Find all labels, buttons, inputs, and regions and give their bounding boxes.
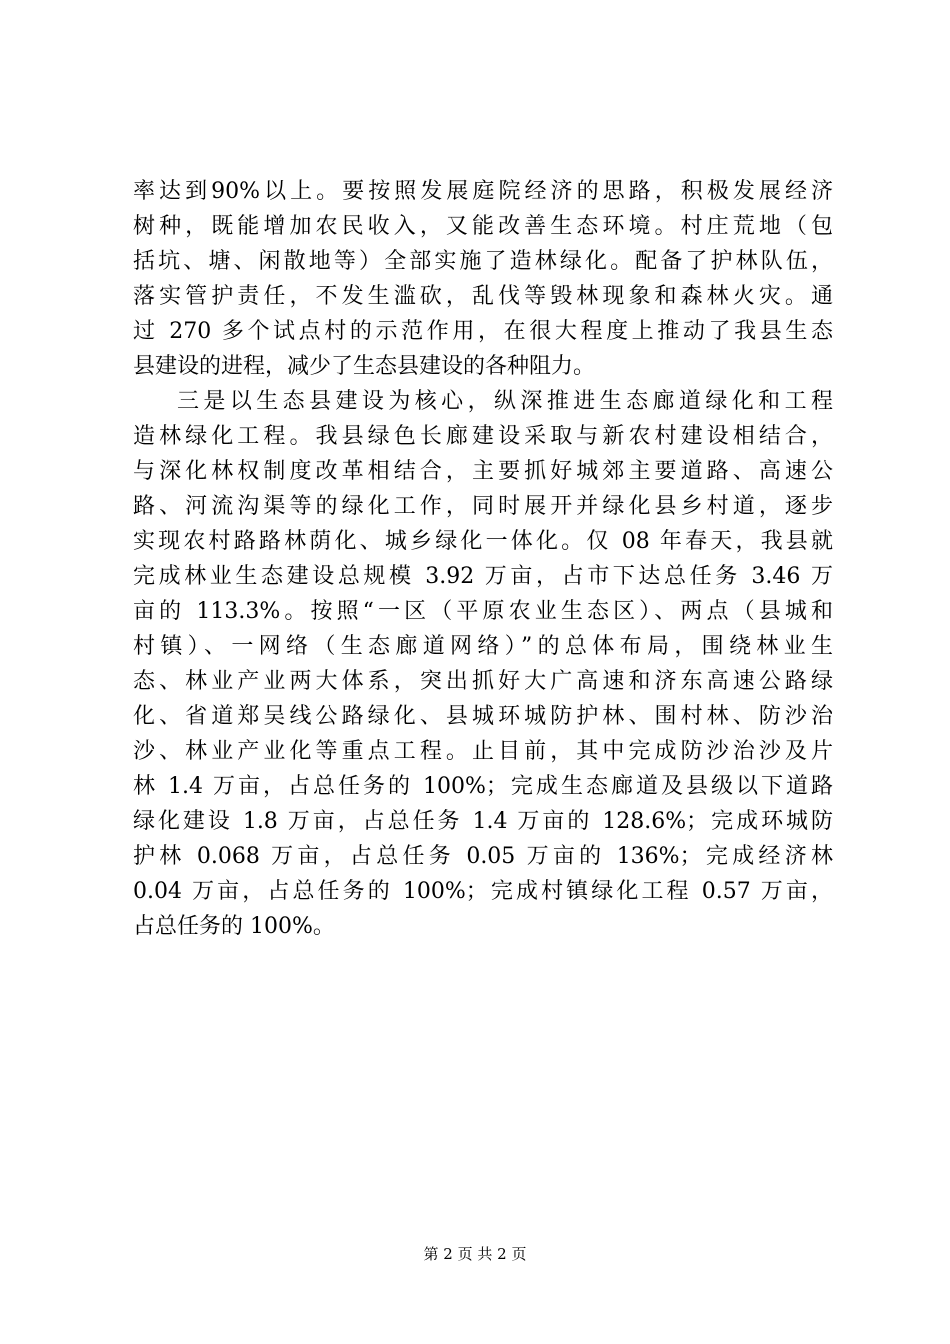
page-number-footer: 第 2 页 共 2 页 [423,1245,527,1263]
text-line: 护林 0.068 万亩，占总任务 0.05 万亩的 136%；完成经济林 [133,844,833,869]
text-line: 实现农村路路林荫化、城乡绿化一体化。仅 08 年春天，我县就 [133,529,833,554]
text-line: 率达到90%以上。要按照发展庭院经济的思路，积极发展经济 [133,179,833,204]
text-line: 完成林业生态建设总规模 3.92 万亩，占市下达总任务 3.46 万 [133,564,833,589]
text-line: 括坑、塘、闲散地等）全部实施了造林绿化。配备了护林队伍， [133,249,833,274]
text-line: 县建设的进程，减少了生态县建设的各种阻力。 [133,354,596,379]
text-line: 造林绿化工程。我县绿色长廊建设采取与新农村建设相结合， [133,424,833,449]
document-body [133,174,833,944]
text-line: 化、省道郑吴线公路绿化、县城环城防护林、围村林、防沙治 [133,704,833,729]
text-line: 绿化建设 1.8 万亩，占总任务 1.4 万亩的 128.6%；完成环城防 [133,809,833,834]
text-line: 落实管护责任，不发生滥砍，乱伐等毁林现象和森林火灾。通 [133,284,833,309]
text-line: 林 1.4 万亩，占总任务的 100%；完成生态廊道及县级以下道路 [133,774,833,799]
paragraph-start-line: 三是以生态县建设为核心，纵深推进生态廊道绿化和工程 [177,389,833,414]
text-line: 0.04 万亩，占总任务的 100%；完成村镇绿化工程 0.57 万亩， [133,879,833,904]
text-line: 与深化林权制度改革相结合，主要抓好城郊主要道路、高速公 [133,459,833,484]
text-line: 沙、林业产业化等重点工程。止目前，其中完成防沙治沙及片 [133,739,833,764]
text-line: 村镇）、一网络（生态廊道网络）”的总体布局，围绕林业生 [133,634,833,659]
text-line: 亩的 113.3%。按照“一区（平原农业生态区）、两点（县城和 [133,599,833,624]
text-line: 过 270 多个试点村的示范作用，在很大程度上推动了我县生态 [133,319,833,344]
text-line: 占总任务的 100%。 [133,914,335,939]
text-line: 路、河流沟渠等的绿化工作，同时展开并绿化县乡村道，逐步 [133,494,833,519]
text-line: 态、林业产业两大体系，突出抓好大广高速和济东高速公路绿 [133,669,833,694]
text-line: 树种，既能增加农民收入，又能改善生态环境。村庄荒地（包 [133,214,833,239]
